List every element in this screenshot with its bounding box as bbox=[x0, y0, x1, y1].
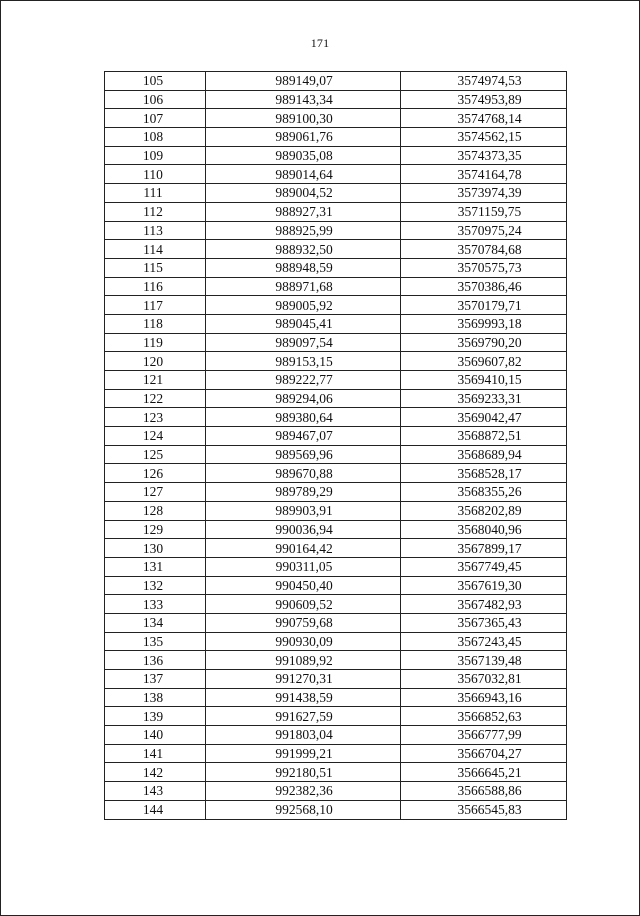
table-row bbox=[105, 670, 567, 689]
y-coordinate-cell: 3569233,31 bbox=[401, 389, 567, 408]
x-coordinate-cell: 991270,31 bbox=[206, 670, 401, 689]
y-coordinate-cell: 3569607,82 bbox=[401, 352, 567, 371]
y-coordinate-cell: 3569993,18 bbox=[401, 314, 567, 333]
point-number-cell: 109 bbox=[105, 146, 206, 165]
x-coordinate-cell: 989903,91 bbox=[206, 501, 401, 520]
table-row bbox=[105, 464, 567, 483]
y-coordinate-cell: 3570179,71 bbox=[401, 296, 567, 315]
x-coordinate-cell: 989294,06 bbox=[206, 389, 401, 408]
x-coordinate-cell: 990036,94 bbox=[206, 520, 401, 539]
x-coordinate-cell: 989467,07 bbox=[206, 427, 401, 446]
x-coordinate-cell: 991627,59 bbox=[206, 707, 401, 726]
x-coordinate-cell: 988927,31 bbox=[206, 202, 401, 221]
y-coordinate-cell: 3567899,17 bbox=[401, 539, 567, 558]
x-coordinate-cell: 990759,68 bbox=[206, 613, 401, 632]
y-coordinate-cell: 3569410,15 bbox=[401, 371, 567, 390]
x-coordinate-cell: 990930,09 bbox=[206, 632, 401, 651]
y-coordinate-cell: 3570975,24 bbox=[401, 221, 567, 240]
point-number-cell: 136 bbox=[105, 651, 206, 670]
table-row bbox=[105, 632, 567, 651]
x-coordinate-cell: 991999,21 bbox=[206, 744, 401, 763]
table-row bbox=[105, 333, 567, 352]
y-coordinate-cell: 3574164,78 bbox=[401, 165, 567, 184]
point-number-cell: 134 bbox=[105, 613, 206, 632]
y-coordinate-cell: 3570386,46 bbox=[401, 277, 567, 296]
y-coordinate-cell: 3566545,83 bbox=[401, 800, 567, 819]
y-coordinate-cell: 3568528,17 bbox=[401, 464, 567, 483]
point-number-cell: 121 bbox=[105, 371, 206, 390]
point-number-cell: 131 bbox=[105, 557, 206, 576]
x-coordinate-cell: 992568,10 bbox=[206, 800, 401, 819]
x-coordinate-cell: 991089,92 bbox=[206, 651, 401, 670]
table-row bbox=[105, 408, 567, 427]
table-row bbox=[105, 128, 567, 147]
y-coordinate-cell: 3574974,53 bbox=[401, 72, 567, 91]
point-number-cell: 141 bbox=[105, 744, 206, 763]
table-row bbox=[105, 483, 567, 502]
y-coordinate-cell: 3568202,89 bbox=[401, 501, 567, 520]
y-coordinate-cell: 3566852,63 bbox=[401, 707, 567, 726]
y-coordinate-cell: 3566588,86 bbox=[401, 782, 567, 801]
table-row bbox=[105, 445, 567, 464]
y-coordinate-cell: 3567749,45 bbox=[401, 557, 567, 576]
point-number-cell: 124 bbox=[105, 427, 206, 446]
x-coordinate-cell: 989149,07 bbox=[206, 72, 401, 91]
y-coordinate-cell: 3574562,15 bbox=[401, 128, 567, 147]
table-row bbox=[105, 72, 567, 91]
y-coordinate-cell: 3568689,94 bbox=[401, 445, 567, 464]
point-number-cell: 120 bbox=[105, 352, 206, 371]
point-number-cell: 128 bbox=[105, 501, 206, 520]
x-coordinate-cell: 989100,30 bbox=[206, 109, 401, 128]
table-row bbox=[105, 221, 567, 240]
x-coordinate-cell: 989670,88 bbox=[206, 464, 401, 483]
x-coordinate-cell: 989380,64 bbox=[206, 408, 401, 427]
point-number-cell: 142 bbox=[105, 763, 206, 782]
point-number-cell: 130 bbox=[105, 539, 206, 558]
x-coordinate-cell: 991438,59 bbox=[206, 688, 401, 707]
y-coordinate-cell: 3573974,39 bbox=[401, 184, 567, 203]
point-number-cell: 106 bbox=[105, 90, 206, 109]
table-row bbox=[105, 277, 567, 296]
y-coordinate-cell: 3567032,81 bbox=[401, 670, 567, 689]
table-row bbox=[105, 314, 567, 333]
y-coordinate-cell: 3566777,99 bbox=[401, 726, 567, 745]
x-coordinate-cell: 988925,99 bbox=[206, 221, 401, 240]
point-number-cell: 110 bbox=[105, 165, 206, 184]
table-row bbox=[105, 184, 567, 203]
y-coordinate-cell: 3571159,75 bbox=[401, 202, 567, 221]
x-coordinate-cell: 990311,05 bbox=[206, 557, 401, 576]
point-number-cell: 132 bbox=[105, 576, 206, 595]
x-coordinate-cell: 989097,54 bbox=[206, 333, 401, 352]
point-number-cell: 107 bbox=[105, 109, 206, 128]
point-number-cell: 115 bbox=[105, 258, 206, 277]
coordinates-table bbox=[104, 71, 567, 820]
table-row bbox=[105, 595, 567, 614]
y-coordinate-cell: 3569790,20 bbox=[401, 333, 567, 352]
x-coordinate-cell: 989222,77 bbox=[206, 371, 401, 390]
point-number-cell: 111 bbox=[105, 184, 206, 203]
table-row bbox=[105, 782, 567, 801]
x-coordinate-cell: 992382,36 bbox=[206, 782, 401, 801]
point-number-cell: 127 bbox=[105, 483, 206, 502]
table-row bbox=[105, 109, 567, 128]
table-row bbox=[105, 371, 567, 390]
point-number-cell: 117 bbox=[105, 296, 206, 315]
point-number-cell: 108 bbox=[105, 128, 206, 147]
point-number-cell: 140 bbox=[105, 726, 206, 745]
x-coordinate-cell: 989061,76 bbox=[206, 128, 401, 147]
x-coordinate-cell: 990609,52 bbox=[206, 595, 401, 614]
point-number-cell: 138 bbox=[105, 688, 206, 707]
y-coordinate-cell: 3567139,48 bbox=[401, 651, 567, 670]
point-number-cell: 139 bbox=[105, 707, 206, 726]
y-coordinate-cell: 3566645,21 bbox=[401, 763, 567, 782]
y-coordinate-cell: 3569042,47 bbox=[401, 408, 567, 427]
point-number-cell: 126 bbox=[105, 464, 206, 483]
point-number-cell: 112 bbox=[105, 202, 206, 221]
point-number-cell: 122 bbox=[105, 389, 206, 408]
x-coordinate-cell: 989045,41 bbox=[206, 314, 401, 333]
table-row bbox=[105, 744, 567, 763]
point-number-cell: 144 bbox=[105, 800, 206, 819]
y-coordinate-cell: 3568872,51 bbox=[401, 427, 567, 446]
x-coordinate-cell: 991803,04 bbox=[206, 726, 401, 745]
point-number-cell: 116 bbox=[105, 277, 206, 296]
x-coordinate-cell: 988948,59 bbox=[206, 258, 401, 277]
y-coordinate-cell: 3574953,89 bbox=[401, 90, 567, 109]
point-number-cell: 118 bbox=[105, 314, 206, 333]
table-row bbox=[105, 557, 567, 576]
x-coordinate-cell: 989014,64 bbox=[206, 165, 401, 184]
x-coordinate-cell: 989789,29 bbox=[206, 483, 401, 502]
x-coordinate-cell: 990164,42 bbox=[206, 539, 401, 558]
table-row bbox=[105, 520, 567, 539]
table-row bbox=[105, 501, 567, 520]
table-row bbox=[105, 707, 567, 726]
x-coordinate-cell: 990450,40 bbox=[206, 576, 401, 595]
table-row bbox=[105, 165, 567, 184]
x-coordinate-cell: 989035,08 bbox=[206, 146, 401, 165]
x-coordinate-cell: 988932,50 bbox=[206, 240, 401, 259]
table-row bbox=[105, 613, 567, 632]
table-row bbox=[105, 146, 567, 165]
y-coordinate-cell: 3566704,27 bbox=[401, 744, 567, 763]
x-coordinate-cell: 989143,34 bbox=[206, 90, 401, 109]
x-coordinate-cell: 989569,96 bbox=[206, 445, 401, 464]
table-row bbox=[105, 539, 567, 558]
table-row bbox=[105, 726, 567, 745]
table-row bbox=[105, 763, 567, 782]
point-number-cell: 143 bbox=[105, 782, 206, 801]
table-row bbox=[105, 202, 567, 221]
y-coordinate-cell: 3567482,93 bbox=[401, 595, 567, 614]
y-coordinate-cell: 3574373,35 bbox=[401, 146, 567, 165]
table-row bbox=[105, 296, 567, 315]
y-coordinate-cell: 3568355,26 bbox=[401, 483, 567, 502]
x-coordinate-cell: 989153,15 bbox=[206, 352, 401, 371]
page-number: 171 bbox=[310, 36, 330, 50]
y-coordinate-cell: 3574768,14 bbox=[401, 109, 567, 128]
table-row bbox=[105, 258, 567, 277]
coordinates-table-body bbox=[105, 72, 567, 820]
table-row bbox=[105, 651, 567, 670]
y-coordinate-cell: 3568040,96 bbox=[401, 520, 567, 539]
x-coordinate-cell: 988971,68 bbox=[206, 277, 401, 296]
y-coordinate-cell: 3566943,16 bbox=[401, 688, 567, 707]
point-number-cell: 135 bbox=[105, 632, 206, 651]
point-number-cell: 113 bbox=[105, 221, 206, 240]
point-number-cell: 125 bbox=[105, 445, 206, 464]
x-coordinate-cell: 992180,51 bbox=[206, 763, 401, 782]
y-coordinate-cell: 3567365,43 bbox=[401, 613, 567, 632]
x-coordinate-cell: 989005,92 bbox=[206, 296, 401, 315]
table-row bbox=[105, 688, 567, 707]
table-row bbox=[105, 240, 567, 259]
point-number-cell: 123 bbox=[105, 408, 206, 427]
point-number-cell: 133 bbox=[105, 595, 206, 614]
y-coordinate-cell: 3570575,73 bbox=[401, 258, 567, 277]
x-coordinate-cell: 989004,52 bbox=[206, 184, 401, 203]
table-row bbox=[105, 427, 567, 446]
point-number-cell: 137 bbox=[105, 670, 206, 689]
y-coordinate-cell: 3567243,45 bbox=[401, 632, 567, 651]
point-number-cell: 105 bbox=[105, 72, 206, 91]
table-row bbox=[105, 90, 567, 109]
table-row bbox=[105, 800, 567, 819]
y-coordinate-cell: 3570784,68 bbox=[401, 240, 567, 259]
table-row bbox=[105, 576, 567, 595]
table-row bbox=[105, 352, 567, 371]
point-number-cell: 119 bbox=[105, 333, 206, 352]
table-row bbox=[105, 389, 567, 408]
y-coordinate-cell: 3567619,30 bbox=[401, 576, 567, 595]
point-number-cell: 114 bbox=[105, 240, 206, 259]
point-number-cell: 129 bbox=[105, 520, 206, 539]
